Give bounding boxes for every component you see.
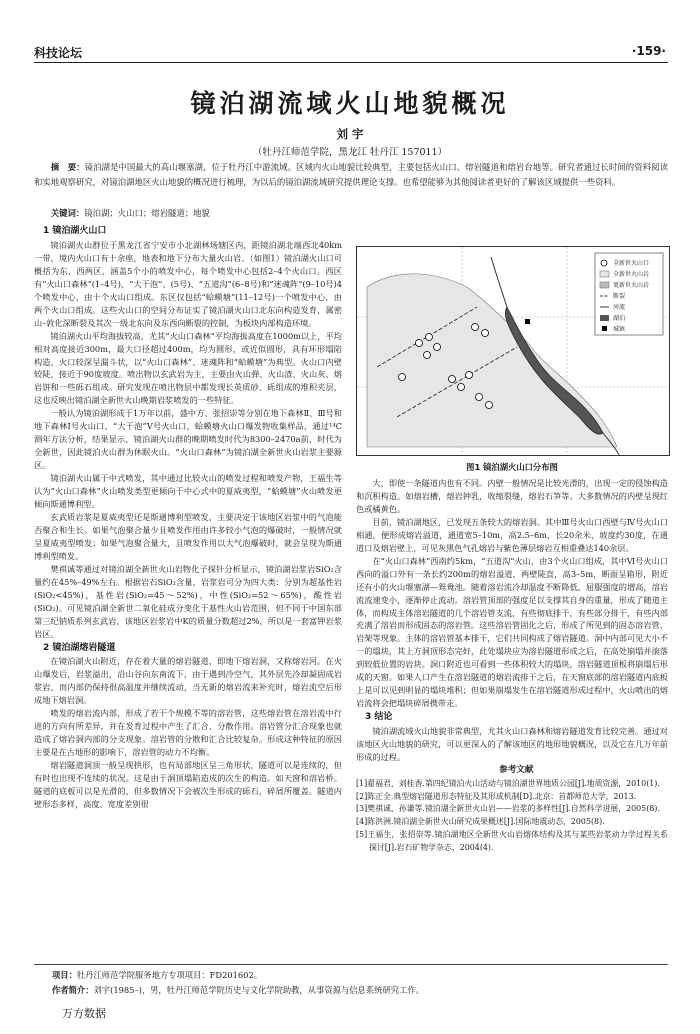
reference-item: [2]陈正全.典型熔岩隧道形态特征及其形成机制[D].北京：首都师范大学，2013. [356, 791, 637, 801]
funding-text: 牡丹江师范学院服务地方专项项目：FD201602。 [76, 970, 263, 980]
crater [472, 324, 479, 331]
reference-item: [5]王福生，张招崇等.镜泊湖地区全新世火山岩熔体结构及其与某些岩浆动力学过程关系探讨[J].岩石矿物学杂志，2004(4). [356, 829, 668, 852]
paragraph: 玄武质岩浆是夏威夷型还是斯通博利型喷发，主要决定于该地区岩浆中的气泡能否聚合和生长。如果气泡聚合量少且喷发作用由许多较小气泡的爆破时，一般情况就呈夏威夷型喷发；如果气泡聚合量大，且喷发作用以大气泡爆破时，就会呈现为斯通博利型喷发。 [34, 511, 342, 561]
crater [416, 340, 423, 347]
legend-label: 全新世火山口 [613, 260, 650, 267]
author-bio [52, 984, 672, 996]
funding-label: 项目： [52, 970, 77, 980]
crater [399, 374, 406, 381]
river [491, 257, 507, 307]
crater [434, 344, 441, 351]
crater [458, 384, 465, 391]
paragraph: 镜泊湖火山属于中式喷发，其中通过比较火山的喷发过程和喷发产物，王福生等认为“火山口森林”火山喷发类型更倾向于中心式中的夏威夷型，“蛤蟆塘”火山喷发更倾向斯通博利型。 [34, 473, 342, 510]
legend-label: 全新世火山岩 [613, 271, 650, 278]
paragraph: 镜泊湖火山平均海拔较高，尤其“火山口森林”平均海拔高度在1000m以上，平均相对高度接近300m，最大口径超过400m，均为圆形，或近似圆形，具有环形塌陷构造，火口较深呈漏斗状，以“火山口森林”、迷魂阵和“蛤蟆塘”为典型。火山口内壁较陡，接近于90度坡度。喷出物以玄武岩为主，主要由火山弹、火山渣、火山灰、熔岩饼和一些砾石组成。研究发现在喷出物层中都发现长英质砂、砾组成的堆积夹层，这也反映出镜泊湖全新世火山晚期岩浆喷发的一些特征。 [34, 330, 342, 406]
figure-1-caption: 图1 镜泊湖火山口分布图 [466, 462, 558, 472]
paragraph: 一般认为镜泊湖形成于1万年以前，盛中方、张招崇等分别在地下森林Ⅱ、Ⅲ号和地下森林Ⅰ号火山口、“大干泡”Ⅴ号火山口，蛤蟆塘火山口爆发物收集样品，通过¹⁴C测年方法分析，结果显示，镜泊湖火山群的晚期喷发时代为8300–2470a前，时代为全新世，因此镜泊火山群为休眠火山。“火山口森林”为镜泊湖全新世火山岩浆主要源区。 [34, 408, 342, 471]
reference-item: [4]陈洪洲.镜泊湖全新世火山研究成果概述[J].国际地震动态，2005(8). [356, 817, 605, 827]
funding-note [52, 969, 672, 981]
right-column [356, 477, 668, 960]
paragraph: 樊祺诚等通过对镜泊湖全新世火山岩物化子探针分析显示，镜泊湖岩浆岩SiO₂含量约在45%–49%左右。根据岩石SiO₂含量，岩浆岩可分为四大类：分别为超基性岩(SiO₂<45%)，基性岩(SiO₂=45～52%)，中性(SiO₂=52～65%)，酸性岩(SiO₂)。可见镜泊湖全新世二氧化硅成分变化于基性火山岩范围，但不同于中国东部第三纪钠质系列玄武岩，该地区岩浆岩中K的质量分数超过2%，所以是一套富钾岩浆岩区。 [34, 563, 342, 639]
header-rule [34, 62, 668, 63]
reference-item: [1]翟福君，刘桂香.第四纪镜泊火山活动与镜泊湖世界地质公园[J].地质资源，2010(1). [356, 778, 660, 788]
abstract [34, 160, 668, 189]
paragraph: 镜泊湖火山群位于黑龙江省宁安市小北湖林场辖区内，距镜泊湖北端西北40km一带，境内火山口有十余座，地表和地下分布大量火山岩。（如图1）镜泊湖火山口可概括为东、西两区，涵盖5个小的喷发中心，每个喷发中心包括2–4个火山口。西区有“火山口森林”(1–4号)、“大干泡”、(5号)、“五道沟”(6–8号)和“迷魂阵”(9–10号)4个喷发中心，由十个火山口组成。东区仅包括“蛤蟆塘”(11–12号)一个喷发中心，由两个火山口组成。这些火山口的空间分布证实了镜泊湖火山口北东向构造发育，属密山–敦化深断裂及其次一级北东向及东西向断裂的控制，为板块内部构造环境。 [34, 239, 342, 328]
crater [482, 330, 489, 337]
abstract-label: 摘 要： [50, 162, 85, 172]
town-marker [525, 319, 530, 324]
volcanic-rock-area [367, 274, 617, 447]
page-number: ·159· [631, 44, 666, 58]
footnote-rule [34, 964, 668, 965]
paragraph: 目前，镜泊湖地区，已发现五条较大的熔岩洞。其中Ⅲ号火山口西壁与Ⅳ号火山口相通，便形成熔岩溢道，通道宽5–10m，高2.5–6m，长20余米，坡度约30度，在通道口及熔岩壁上，可见灰黑色气孔熔岩与紫色薄层熔岩互相重叠达140余层。 [356, 516, 668, 553]
references-heading: 参考文献 [499, 764, 534, 775]
keywords-text: 镜泊湖；火山口；熔岩隧道；地貌 [84, 208, 210, 218]
keywords [34, 206, 668, 220]
legend-label: 湖泊 [613, 315, 626, 322]
keywords-label: 关键词： [50, 208, 85, 218]
paragraph: 大，即使一条隧道内也有不同。内壁一般情况是比较光滑的，出现一定的侵蚀构造和沉积构造。如熔岩槽，熔岩钟乳，收缩裂缝，熔岩石笋等。大多数情况的内壁呈现红色或橘黄色。 [356, 478, 668, 514]
map-svg [357, 247, 669, 455]
author-bio-text: 刘宇(1985–)，男，牡丹江师范学院历史与文化学院助教，从事资源与信息系统研究工作。 [93, 985, 424, 995]
legend-label: 更新世火山岩 [613, 282, 650, 289]
abstract-text: 镜泊湖是中国最大的高山堰塞湖，位于牡丹江中游流域。区域内火山地貌比较典型，主要包括火山口、熔岩隧道和熔岩台地等。研究者通过长时间的资料阅读和实地观察研究，对镜泊湖地区火山地貌的概况进行梳理，为以后的镜泊湖流域研究提供理论支撑。也希望能够为其他阅读者更好的了解该区域提供一些资料。 [34, 162, 668, 187]
references [356, 764, 668, 855]
section-1-heading: 1 镜泊湖火山口 [43, 226, 107, 236]
reference-item: [3]樊祺诚，孙谦等.镜泊湖全新世火山岩——岩浆的多样性[J].自然科学进展，2005(8). [356, 804, 660, 814]
author-bio-label: 作者简介： [52, 985, 94, 995]
crater [426, 334, 433, 341]
crater [424, 352, 431, 359]
paragraph: 喷发的熔岩流内部，形成了若干个规模不等的溶岩管，这些熔岩管在溶岩流中行进的方向有所差异，并在发育过程中产生了汇合、分散作用。溶岩管分汇合现象也就造成了熔岩洞内部的分支现象。溶岩管的分散和汇合比较复杂。形成这种特征的原因主要是在古地形的影响下，溶岩管的动力不均衡。 [34, 708, 342, 758]
figure-1-map [356, 246, 670, 456]
author-affiliation: （牡丹江师范学院，黑龙江 牡丹江 157011） [252, 147, 448, 158]
left-column [34, 224, 342, 960]
crater [476, 394, 483, 401]
section-3-heading: 3 结论 [365, 712, 393, 723]
section-2-heading: 2 镜泊湖熔岩隧道 [43, 642, 116, 653]
crater [466, 372, 473, 379]
crater [449, 376, 456, 383]
watermark: 万方数据 [62, 1007, 106, 1020]
paragraph: 在“火山口森林”西南约5km，“五道沟”火山，由3个火山口组成，其中Ⅵ号火山口西向的溢口外有一条长约200m的熔岩溢道，两壁陡直，高3–5m，断面呈箱形，附近还有小的火山堰塞湖—鸳鸯池。随着溶岩流冷却温度不断降低，屈服强度的增高，溶岩流流速变小，逐渐停止流动。溶岩管顶部的强度足以支撑其自身的重量，形成了随道主体，而构成主体溶岩隧道的几个溶岩管支流，有些彻底排干，有些部分排干，有些内部充满了溶岩而形成固态的溶岩管。这些溶岩管固化之后，形成了所见到的固态溶岩管、岩架等现象。主体的溶岩管基本排干，它们共同构成了熔岩隧道。洞中内部可见大小不一的塌块，其上方洞顶形态完好，此处塌块应为溶岩隧道形成之后，在高处崩塌并滚落到较低位置的岩块。洞口附近也可看到一些体积较大的塌块，溶岩隧道顶板将崩塌后形成的天窗。如果人口产生在溶岩隧道的熔岩流排干之后，在天窗底部的溶岩隧道内底板上是可以见到明显的塌块堆积；但如果崩塌发生在溶岩隧道形成过程中，火山喷出的熔岩流将会把塌块碎屑携带走。 [356, 555, 668, 709]
journal-section-title: 科技论坛 [34, 46, 83, 60]
crater [486, 402, 493, 409]
legend-label: 城镇 [613, 326, 626, 333]
paragraph: 熔岩隧道洞顶一般呈现拱形，也有局部地区呈三角形状，隧道可以是连续的，但有时也出现不连续的状况。这是由于洞顶塌陷造成的次生的构造。如天窗和溶岩桥。隧道的底板可以是光滑的，但多数情况下会被次生形成的砾石，碎屑所覆盖。隧道内壁形态多样，高度、宽度差别很 [34, 760, 342, 809]
article-author: 刘 宇 [336, 127, 364, 141]
paragraph: 在镜泊湖火山附近，存在着大量的熔岩隧道，即地下熔岩洞，又称熔岩河。在火山爆发后，岩浆溢出，沿山谷向东南流下，由于遇到冷空气，其外层先冷却凝固成岩浆岩，而内部仍保持很高温度并继续流动，当无新的熔岩流来补充时，熔岩流空后形成地下熔岩洞。 [34, 656, 342, 706]
legend-label: 河流 [613, 304, 626, 311]
paragraph: 镜泊湖流域火山地貌非常典型，尤其火山口森林和熔岩隧道发育比较完善。通过对该地区火山地貌的研究，可以更深入的了解该地区的地形地貌概况，以及它在几万年前形成的过程。 [356, 726, 668, 763]
article-title: 镜泊湖流域火山地貌概况 [190, 89, 510, 118]
legend-label: 断裂 [613, 293, 626, 300]
